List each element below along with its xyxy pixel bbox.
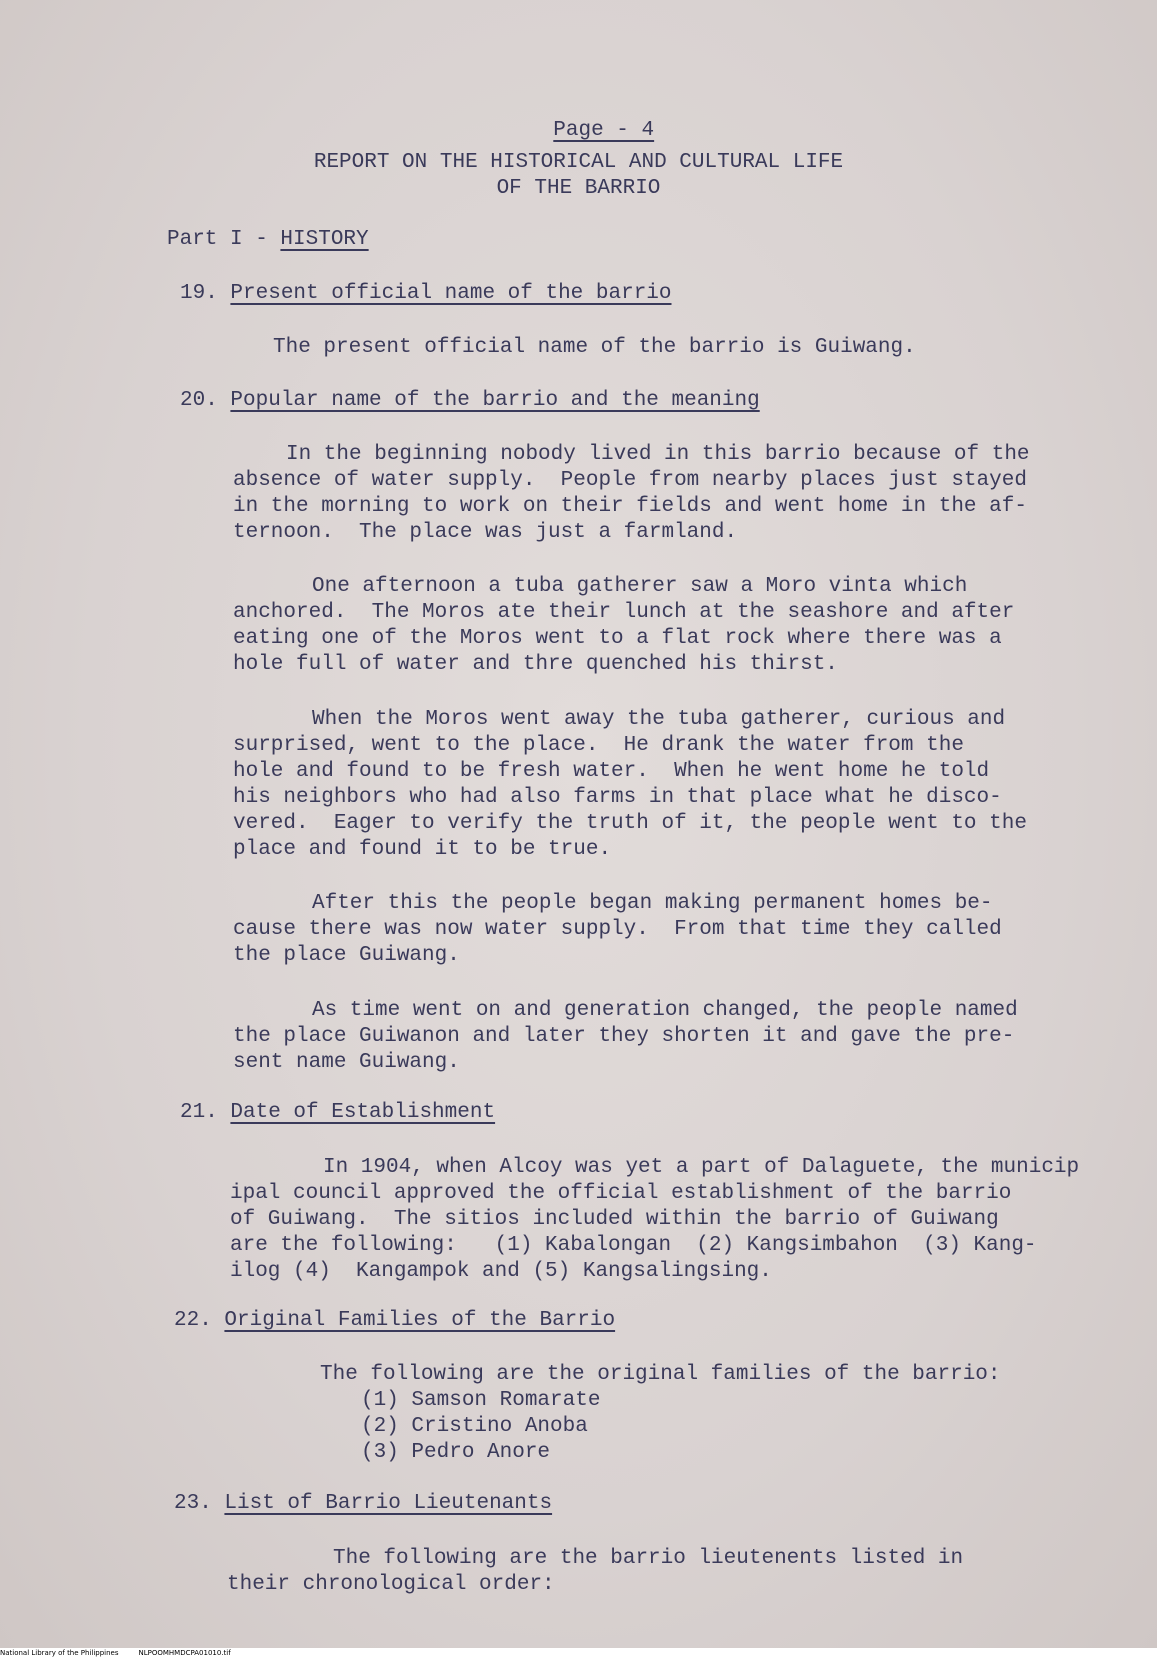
report-title-line1: REPORT ON THE HISTORICAL AND CULTURAL LIFE bbox=[313, 151, 844, 174]
s20-p3-line6: place and found it to be true. bbox=[233, 838, 612, 861]
part-heading: Part I - HISTORY bbox=[167, 228, 369, 251]
s23-line1: The following are the barrio lieutenents listed in bbox=[333, 1547, 964, 1570]
s21-line4: are the following: (1) Kabalongan (2) Kangsimbahon (3) Kang- bbox=[230, 1234, 1037, 1257]
s20-p2-line2: anchored. The Moros ate their lunch at the seashore and after bbox=[233, 601, 1015, 624]
section-19-text: The present official name of the barrio is Guiwang. bbox=[273, 336, 916, 359]
report-title-line2: OF THE BARRIO bbox=[496, 177, 661, 200]
s20-p5-line3: sent name Guiwang. bbox=[233, 1051, 460, 1074]
family-item: (1) Samson Romarate bbox=[361, 1389, 601, 1412]
section-20-heading: 20. Popular name of the barrio and the meaning bbox=[180, 389, 760, 412]
s22-intro: The following are the original families of the barrio: bbox=[320, 1363, 1001, 1386]
s20-p4-line2: cause there was now water supply. From that time they called bbox=[233, 918, 1002, 941]
s20-p3-line5: vered. Eager to verify the truth of it, the people went to the bbox=[233, 812, 1027, 835]
s21-line3: of Guiwang. The sitios included within the barrio of Guiwang bbox=[230, 1208, 999, 1231]
family-item: (3) Pedro Anore bbox=[361, 1441, 551, 1464]
s20-p1-line3: in the morning to work on their fields and went home in the af- bbox=[233, 495, 1027, 518]
scan-footer: National Library of the Philippines NLPOOMHMDCPA01010.tif bbox=[0, 1648, 1157, 1658]
s20-p1-line1: In the beginning nobody lived in this barrio because of the bbox=[286, 443, 1030, 466]
page-number: Page - 4 bbox=[553, 119, 655, 142]
s20-p3-line2: surprised, went to the place. He drank the water from the bbox=[233, 734, 964, 757]
s21-line1: In 1904, when Alcoy was yet a part of Dalaguete, the municip bbox=[323, 1156, 1080, 1179]
s20-p2-line4: hole full of water and thre quenched his thirst. bbox=[233, 653, 838, 676]
s20-p4-line3: the place Guiwang. bbox=[233, 944, 460, 967]
s20-p5-line1: As time went on and generation changed, the people named bbox=[312, 999, 1018, 1022]
s20-p5-line2: the place Guiwanon and later they shorten it and gave the pre- bbox=[233, 1025, 1015, 1048]
section-23-heading: 23. List of Barrio Lieutenants bbox=[174, 1492, 553, 1515]
s20-p2-line1: One afternoon a tuba gatherer saw a Moro vinta which bbox=[312, 575, 968, 598]
s20-p3-line1: When the Moros went away the tuba gatherer, curious and bbox=[312, 708, 1006, 731]
section-19-heading: 19. Present official name of the barrio bbox=[180, 282, 672, 305]
s20-p4-line1: After this the people began making permanent homes be- bbox=[312, 892, 993, 915]
s20-p1-line4: ternoon. The place was just a farmland. bbox=[233, 521, 738, 544]
section-21-heading: 21. Date of Establishment bbox=[180, 1101, 496, 1124]
s21-line2: ipal council approved the official establishment of the barrio bbox=[230, 1182, 1012, 1205]
s21-line5: ilog (4) Kangampok and (5) Kangsalingsing. bbox=[230, 1260, 772, 1283]
s20-p2-line3: eating one of the Moros went to a flat rock where there was a bbox=[233, 627, 1002, 650]
family-item: (2) Cristino Anoba bbox=[361, 1415, 588, 1438]
s20-p3-line4: his neighbors who had also farms in that place what he disco- bbox=[233, 786, 1002, 809]
section-22-heading: 22. Original Families of the Barrio bbox=[174, 1309, 616, 1332]
s20-p1-line2: absence of water supply. People from nearby places just stayed bbox=[233, 469, 1027, 492]
s20-p3-line3: hole and found to be fresh water. When he went home he told bbox=[233, 760, 990, 783]
s23-line2: their chronological order: bbox=[227, 1573, 555, 1596]
